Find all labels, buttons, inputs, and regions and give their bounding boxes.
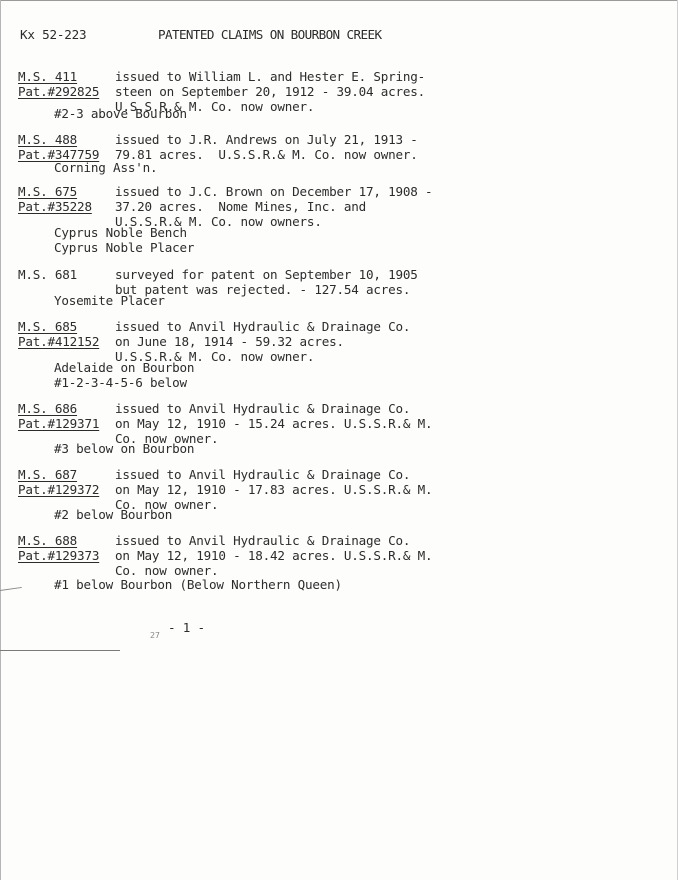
entry-line: surveyed for patent on September 10, 1905: [115, 267, 418, 282]
entry-note: #1 below Bourbon (Below Northern Queen): [54, 577, 342, 592]
entry-line: on May 12, 1910 - 18.42 acres. U.S.S.R.& M.: [115, 548, 433, 563]
entry-line: Co. now owner.: [115, 563, 219, 578]
entry-line: U.S.S.R.& M. Co. now owner.: [115, 99, 315, 114]
entry-line: issued to J.C. Brown on December 17, 1908 -: [115, 184, 433, 199]
entry-note: #2 below Bourbon: [54, 507, 173, 522]
ms-number: M.S. 688: [18, 533, 78, 548]
patent-number: Pat.#129371: [18, 416, 100, 431]
entry-line: on May 12, 1910 - 15.24 acres. U.S.S.R.& M.: [115, 416, 433, 431]
entry-line: steen on September 20, 1912 - 39.04 acres.: [115, 84, 426, 99]
ms-number: M.S. 681: [18, 267, 78, 282]
entry-line: issued to Anvil Hydraulic & Drainage Co.: [115, 401, 411, 416]
page-edge-line: [0, 650, 120, 651]
patent-number: Pat.#412152: [18, 334, 100, 349]
document-title: PATENTED CLAIMS ON BOURBON CREEK: [158, 27, 382, 42]
document-id: Kx 52-223: [20, 27, 87, 42]
margin-pen-mark: [0, 587, 22, 591]
entry-line: U.S.S.R.& M. Co. now owners.: [115, 214, 322, 229]
ms-number: M.S. 686: [18, 401, 78, 416]
entry-note: #1-2-3-4-5-6 below: [54, 375, 187, 390]
ms-number: M.S. 675: [18, 184, 78, 199]
entry-note: #3 below on Bourbon: [54, 441, 195, 456]
entry-line: 79.81 acres. U.S.S.R.& M. Co. now owner.: [115, 147, 418, 162]
entry-line: issued to J.R. Andrews on July 21, 1913 -: [115, 132, 418, 147]
entry-line: U.S.S.R.& M. Co. now owner.: [115, 349, 315, 364]
entry-note: Corning Ass'n.: [54, 160, 158, 175]
entry-line: issued to Anvil Hydraulic & Drainage Co.: [115, 533, 411, 548]
entry-note: Adelaide on Bourbon: [54, 360, 195, 375]
entry-line: issued to Anvil Hydraulic & Drainage Co.: [115, 319, 411, 334]
entry-line: 37.20 acres. Nome Mines, Inc. and: [115, 199, 366, 214]
patent-number: Pat.#129373: [18, 548, 100, 563]
entry-line: on May 12, 1910 - 17.83 acres. U.S.S.R.& M.: [115, 482, 433, 497]
entry-line: issued to Anvil Hydraulic & Drainage Co.: [115, 467, 411, 482]
page-left-border: [0, 0, 1, 880]
page-top-border: [0, 0, 678, 1]
ms-number: M.S. 411: [18, 69, 78, 84]
entry-line: issued to William L. and Hester E. Spring-: [115, 69, 426, 84]
entry-line: on June 18, 1914 - 59.32 acres.: [115, 334, 344, 349]
entry-line: but patent was rejected. - 127.54 acres.: [115, 282, 411, 297]
entry-note: Yosemite Placer: [54, 293, 165, 308]
ms-number: M.S. 685: [18, 319, 78, 334]
entry-line: Co. now owner.: [115, 431, 219, 446]
handwritten-stamp: 27: [150, 631, 160, 640]
patent-number: Pat.#129372: [18, 482, 100, 497]
entry-note: Cyprus Noble Bench: [54, 225, 187, 240]
patent-number: Pat.#292825: [18, 84, 100, 99]
patent-number: Pat.#35228: [18, 199, 92, 214]
ms-number: M.S. 488: [18, 132, 78, 147]
entry-note: Cyprus Noble Placer: [54, 240, 195, 255]
patent-number: Pat.#347759: [18, 147, 100, 162]
ms-number: M.S. 687: [18, 467, 78, 482]
entry-note: #2-3 above Bourbon: [54, 106, 187, 121]
entry-line: Co. now owner.: [115, 497, 219, 512]
page-number: - 1 -: [168, 620, 205, 635]
